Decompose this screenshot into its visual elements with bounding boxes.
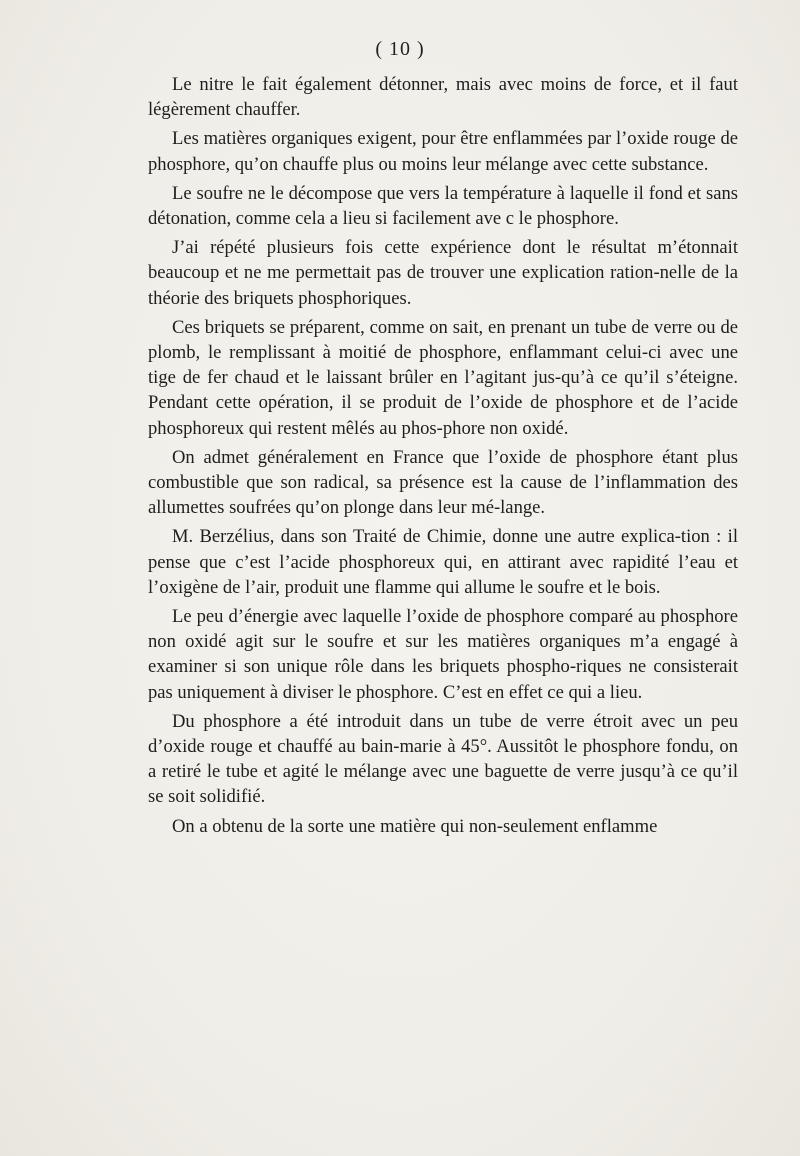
paragraph-3: Le soufre ne le décompose que vers la température à laquelle il fond et sans détonation, comme cela a lieu si facilement ave c le phosphore.	[148, 182, 738, 230]
page-number: ( 10 )	[375, 38, 425, 60]
paragraph-8: Le peu d’énergie avec laquelle l’oxide de phosphore comparé au phosphore non oxidé agit sur le soufre et sur les matières organiques m’a engagé à examiner si son unique rôle dans les briquets phospho-riques ne consisterait pas uniquement à diviser le phosphore. C’est en effet ce qui a lieu.	[148, 606, 738, 703]
paragraph-7: M. Berzélius, dans son Traité de Chimie, donne une autre explica-tion : il pense que c’est l’acide phosphoreux qui, en attirant avec rapidité l’eau et l’oxigène de l’air, produit une flamme qui allume le soufre et le bois.	[148, 526, 738, 598]
paragraph-2: Les matières organiques exigent, pour être enflammées par l’oxide rouge de phosphore, qu’on chauffe plus ou moins leur mélange avec cette substance.	[148, 128, 738, 175]
paragraph-4: J’ai répété plusieurs fois cette expérience dont le résultat m’étonnait beaucoup et ne me permettait pas de trouver une explication ration-nelle de la théorie des briquets phosphoriques.	[148, 237, 738, 309]
paragraph-5: Ces briquets se préparent, comme on sait, en prenant un tube de verre ou de plomb, le remplissant à moitié de phosphore, enflammant celui-ci avec une tige de fer chaud et le laissant brûler en l’agitant jus-qu’à ce qu’il s’éteigne. Pendant cette opération, il se produit de l’oxide de phosphore et de l’acide phosphoreux qui restent mêlés au phos-phore non oxidé.	[148, 316, 738, 439]
paragraph-6: On admet généralement en France que l’oxide de phosphore étant plus combustible que son radical, sa présence est la cause de l’inflammation des allumettes soufrées qu’on plonge dans leur mé-lange.	[148, 446, 738, 519]
paragraph-9: Du phosphore a été introduit dans un tube de verre étroit avec un peu d’oxide rouge et chauffé au bain-marie à 45°. Aussitôt le phosphore fondu, on a retiré le tube et agité le mélange avec une baguette de verre jusqu’à ce qu’il se soit solidifié.	[148, 710, 738, 808]
paragraph-1: Le nitre le fait également détonner, mais avec moins de force, et il faut légèrement chauffer.	[148, 74, 738, 121]
paragraph-10: On a obtenu de la sorte une matière qui non-seulement enflamme	[172, 815, 658, 837]
body-text	[148, 72, 738, 843]
